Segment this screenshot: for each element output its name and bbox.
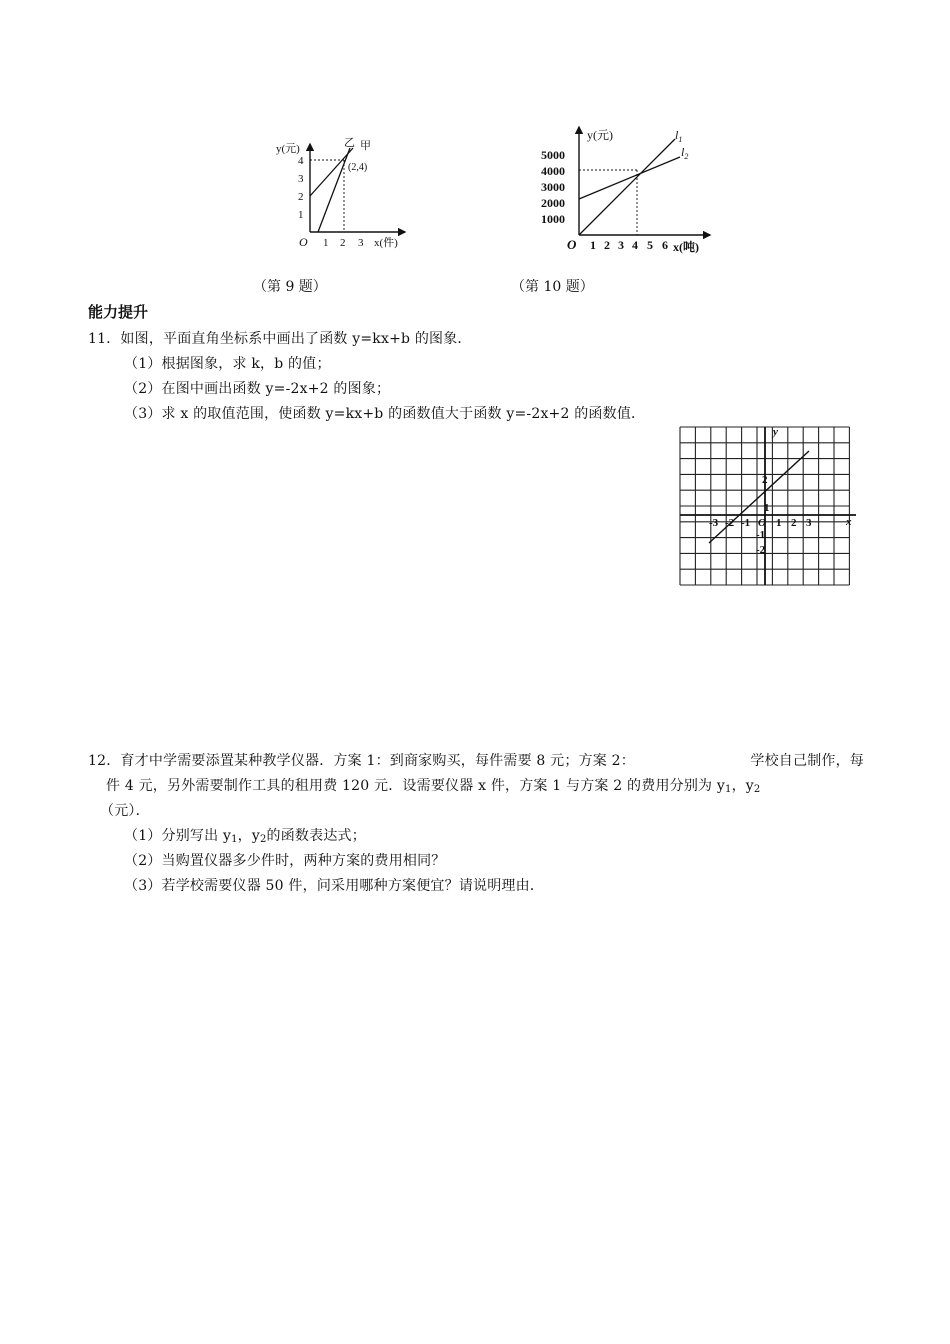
x-tick: -3 [709, 517, 719, 529]
figure-9-caption: （第 9 题） [253, 279, 327, 295]
q11-grid-figure [678, 425, 860, 589]
x-tick: 6 [662, 238, 668, 252]
q12-line-3: （元）． [100, 803, 150, 819]
y-tick: 3 [298, 173, 304, 185]
x-tick: 2 [604, 238, 610, 252]
figure-9-graph [270, 132, 410, 257]
y-tick: 5000 [541, 148, 565, 162]
y-tick: 2 [298, 191, 304, 203]
q12-part-1-text: （1）分别写出 y [124, 828, 232, 844]
y-axis-label: y [773, 426, 778, 438]
q12-line-1 [88, 750, 864, 770]
subscript: 1 [725, 784, 732, 795]
figure-9 [270, 132, 410, 257]
q12-part-1 [124, 825, 366, 845]
q12-part-1-post: 的函数表达式； [266, 828, 366, 844]
q11-grid [678, 425, 860, 589]
x-tick: 4 [632, 238, 638, 252]
y-tick: 4000 [541, 164, 565, 178]
x-tick: 5 [647, 238, 653, 252]
x-tick: 1 [776, 517, 782, 529]
q12-part-2: （2）当购置仪器多少件时，两种方案的费用相同？ [124, 853, 446, 869]
subscript: 2 [753, 784, 761, 795]
figure-10-caption: （第 10 题） [511, 279, 594, 295]
x-tick: -1 [741, 517, 751, 529]
y-tick: 3000 [541, 180, 565, 194]
figure-10-graph [535, 125, 715, 260]
x-tick: 3 [806, 517, 812, 529]
origin-label: O [758, 517, 766, 529]
origin-label: O [299, 235, 308, 249]
y-tick: 2 [762, 474, 768, 486]
y-tick: 1 [764, 502, 770, 514]
subscript: 2 [259, 834, 267, 845]
line-label-l2: $l_2$ [681, 145, 689, 161]
y-tick: 1 [298, 209, 304, 221]
y-tick: 2000 [541, 196, 565, 210]
q11-stem: 11．如图，平面直角坐标系中画出了函数 y=kx+b 的图象． [88, 331, 472, 347]
q12-line-2-mid: ，y [731, 778, 754, 794]
line-jia [318, 148, 350, 232]
line-yi [310, 148, 353, 196]
line-label-jia: 甲 [360, 140, 371, 152]
section-title: 能力提升 [88, 303, 149, 321]
line-l2 [579, 157, 680, 199]
origin-label: O [567, 237, 577, 252]
point-label: (2,4) [348, 162, 368, 173]
line-l1 [579, 139, 675, 235]
q12-line-2 [106, 775, 760, 795]
line-label-yi: 乙 [344, 137, 355, 149]
x-tick: 2 [340, 237, 346, 249]
figure-10 [535, 125, 715, 260]
y-axis-label: y(元) [276, 143, 300, 155]
x-axis-label: x(吨) [673, 240, 699, 254]
line-label-l1: $l_1$ [675, 128, 683, 144]
x-tick: 3 [358, 237, 364, 249]
y-tick: 1000 [541, 212, 565, 226]
y-tick: -1 [756, 529, 766, 541]
subscript: 1 [231, 834, 238, 845]
x-tick: 3 [618, 238, 624, 252]
y-tick: -2 [756, 544, 766, 556]
x-tick: 1 [323, 237, 329, 249]
x-tick: -2 [725, 517, 735, 529]
y-tick: 4 [298, 155, 304, 167]
q12-line-1-b: 学校自己制作，每 [750, 753, 864, 769]
q11-part-2: （2）在图中画出函数 y=-2x+2 的图象； [124, 381, 391, 397]
x-axis-label: x(件) [374, 237, 398, 249]
y-axis-label: y(元) [587, 128, 613, 142]
q12-line-1-a: 12．育才中学需要添置某种教学仪器．方案 1：到商家购买，每件需要 8 元；方案 2： [88, 753, 635, 769]
q12-part-1-mid: ，y [237, 828, 260, 844]
q12-part-3: （3）若学校需要仪器 50 件，问采用哪种方案便宜？请说明理由． [124, 878, 545, 894]
x-tick: 1 [590, 238, 596, 252]
q11-part-1: （1）根据图象，求 k，b 的值； [124, 356, 331, 372]
q11-part-3: （3）求 x 的取值范围，使函数 y=kx+b 的函数值大于函数 y=-2x+2 的函数值． [124, 406, 646, 422]
q12-line-2-text: 件 4 元，另外需要制作工具的租用费 120 元．设需要仪器 x 件，方案 1 与方案 2 的费用分别为 y [106, 778, 725, 794]
x-axis-label: x [846, 516, 852, 528]
x-tick: 2 [791, 517, 797, 529]
